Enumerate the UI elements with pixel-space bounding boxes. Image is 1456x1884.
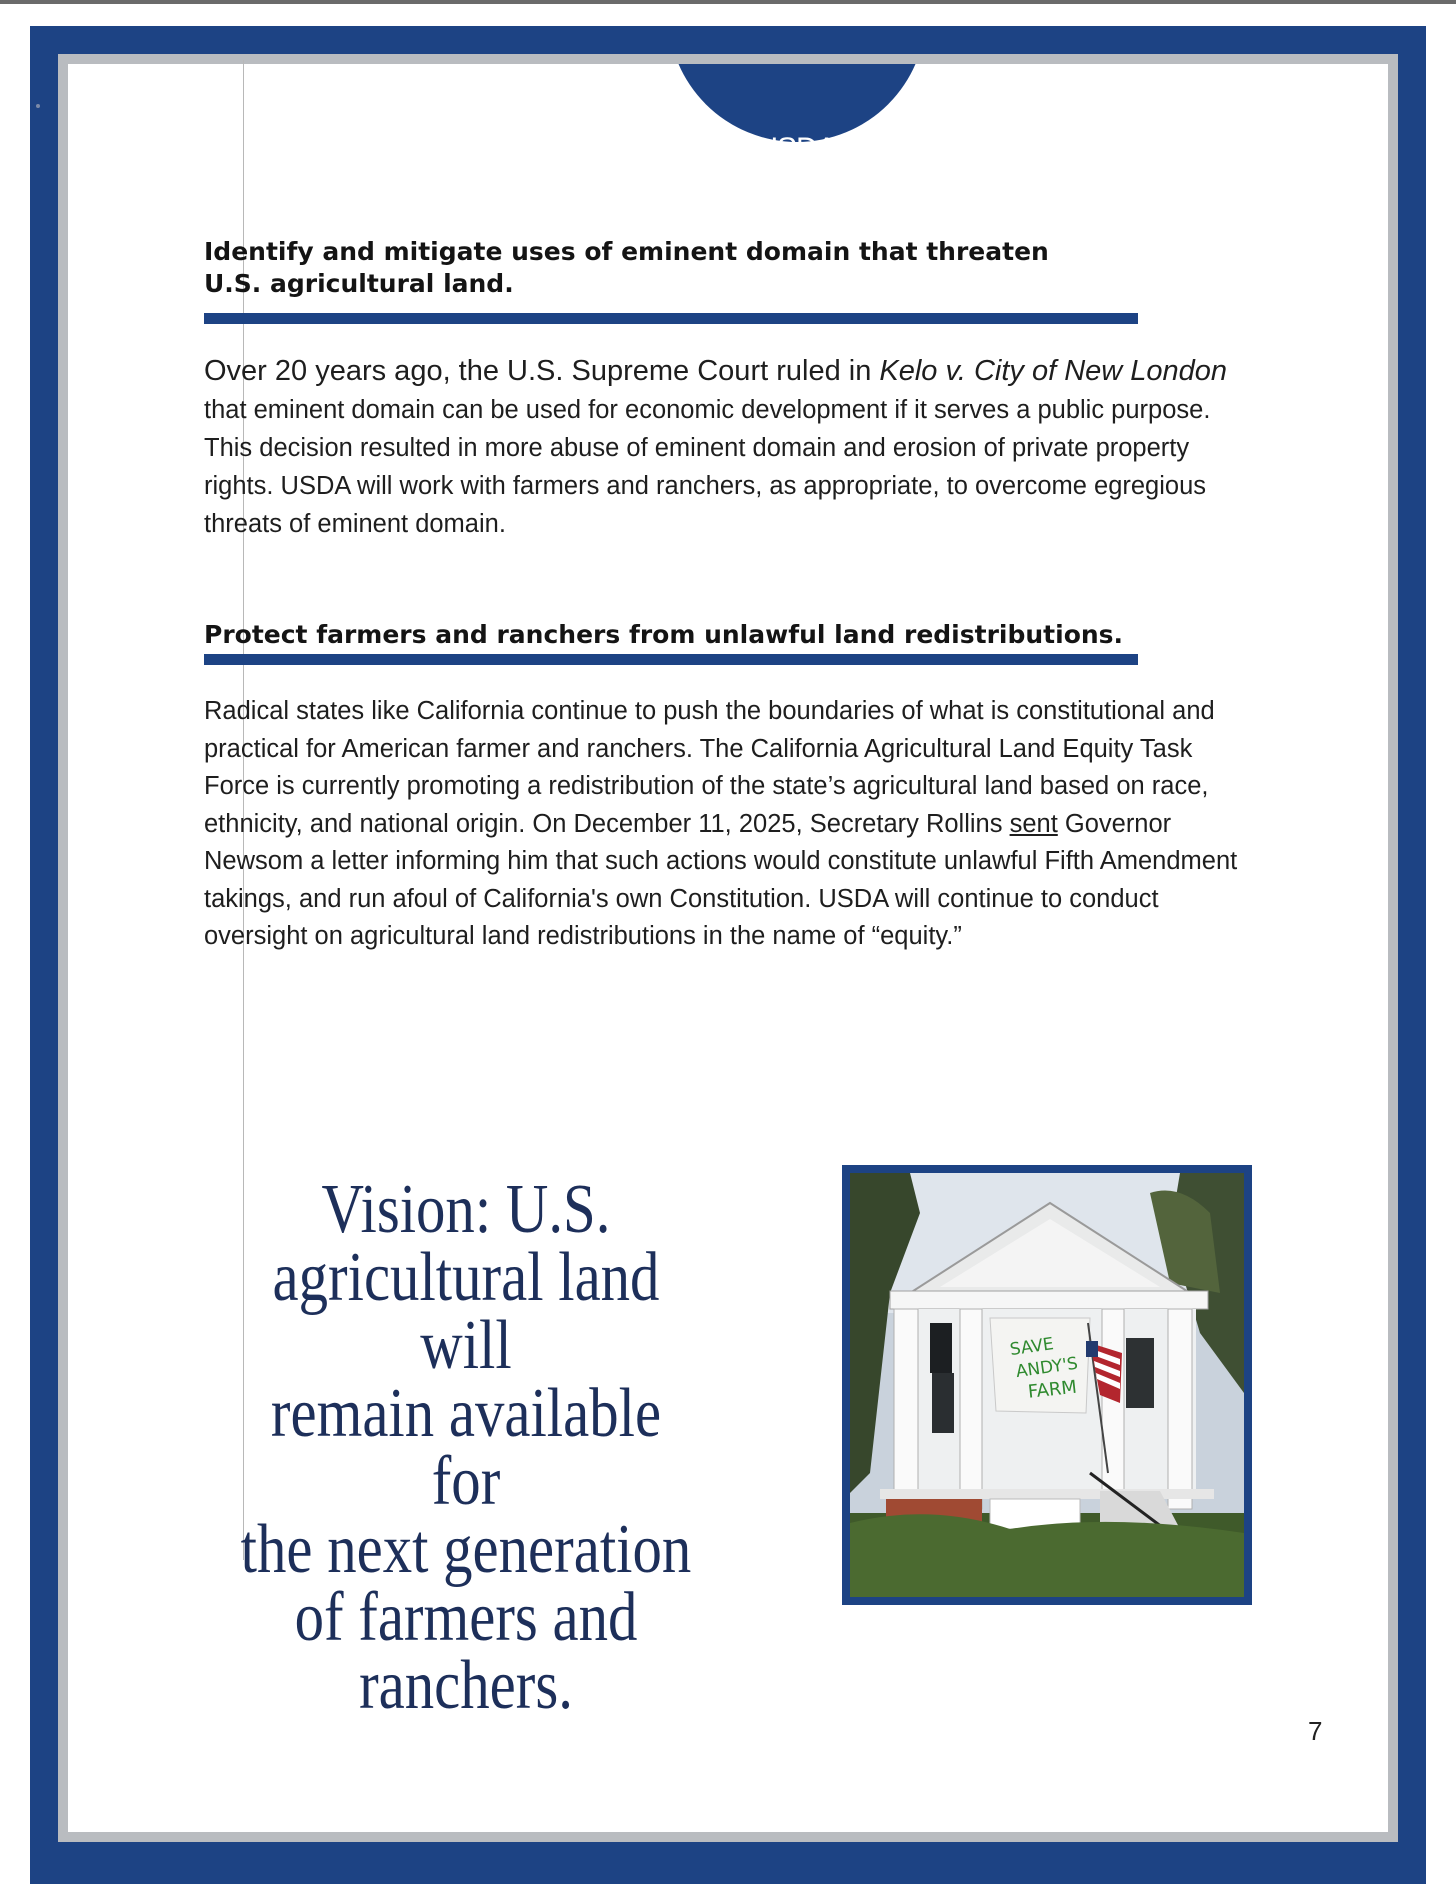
usda-logo xyxy=(752,132,840,196)
paragraph-eminent-domain xyxy=(204,352,1244,543)
page-number: 7 xyxy=(1308,1716,1323,1746)
paragraph-text: Radical states like California continue to push the boundaries of what is constitutional and practical for American farmer and ranchers. The California Agricultural Land Equity Task Force is currently promoting a redistribution of the state’s agricultural land based on race, ethnicity, and national origin. On December 11, 2025, Secretary Rollins xyxy=(204,697,1215,838)
house-photo-image xyxy=(850,1173,1244,1597)
banner-text-line: ANDY'S xyxy=(1014,1353,1080,1383)
paragraph-land-redistribution xyxy=(204,693,1244,956)
letter-link[interactable]: sent xyxy=(1009,809,1058,838)
house-photo xyxy=(842,1165,1252,1605)
logo-field-lines xyxy=(752,166,840,192)
section-heading-eminent-domain: Identify and mitigate uses of eminent domain that threaten U.S. agricultural land. xyxy=(204,237,1049,298)
logo-badge xyxy=(668,64,926,142)
vision-line: of farmers and xyxy=(294,1579,638,1656)
paragraph-lead: Over 20 years ago, the U.S. Supreme Court ruled in xyxy=(204,355,880,387)
heading-rule xyxy=(204,313,1138,324)
scan-speck xyxy=(36,104,40,108)
vision-line: the next generation xyxy=(240,1511,692,1588)
paragraph-rest: that eminent domain can be used for economic development if it serves a public purpose. This decision resulted in more abuse of eminent domain and erosion of private property rights. USDA will work with farmers and ranchers, as appropriate, to overcome egregious threats of eminent domain. xyxy=(204,396,1211,538)
vision-line: Vision: U.S. xyxy=(321,1171,611,1248)
heading-rule xyxy=(204,654,1138,665)
vision-statement xyxy=(239,1171,693,1724)
vision-line: ranchers. xyxy=(359,1647,573,1724)
vision-line: agricultural land will xyxy=(272,1239,660,1384)
section-heading-land-redistribution: Protect farmers and ranchers from unlawful land redistributions. xyxy=(204,620,1124,649)
case-name: Kelo v. City of New London xyxy=(879,355,1228,387)
banner-text-line: FARM xyxy=(1026,1376,1078,1403)
logo-text: USDA xyxy=(756,132,836,165)
banner-text-line: SAVE xyxy=(1008,1334,1056,1361)
vision-line: remain available for xyxy=(270,1375,662,1520)
paragraph-text: Governor Newsom a letter informing him that such actions would constitute unlawful Fifth Amendment takings, and run afoul of California's own Constitution. USDA will continue to conduct oversight on agricultural land redistributions in the name of “equity.” xyxy=(204,809,1238,950)
scan-top-edge xyxy=(0,0,1456,4)
